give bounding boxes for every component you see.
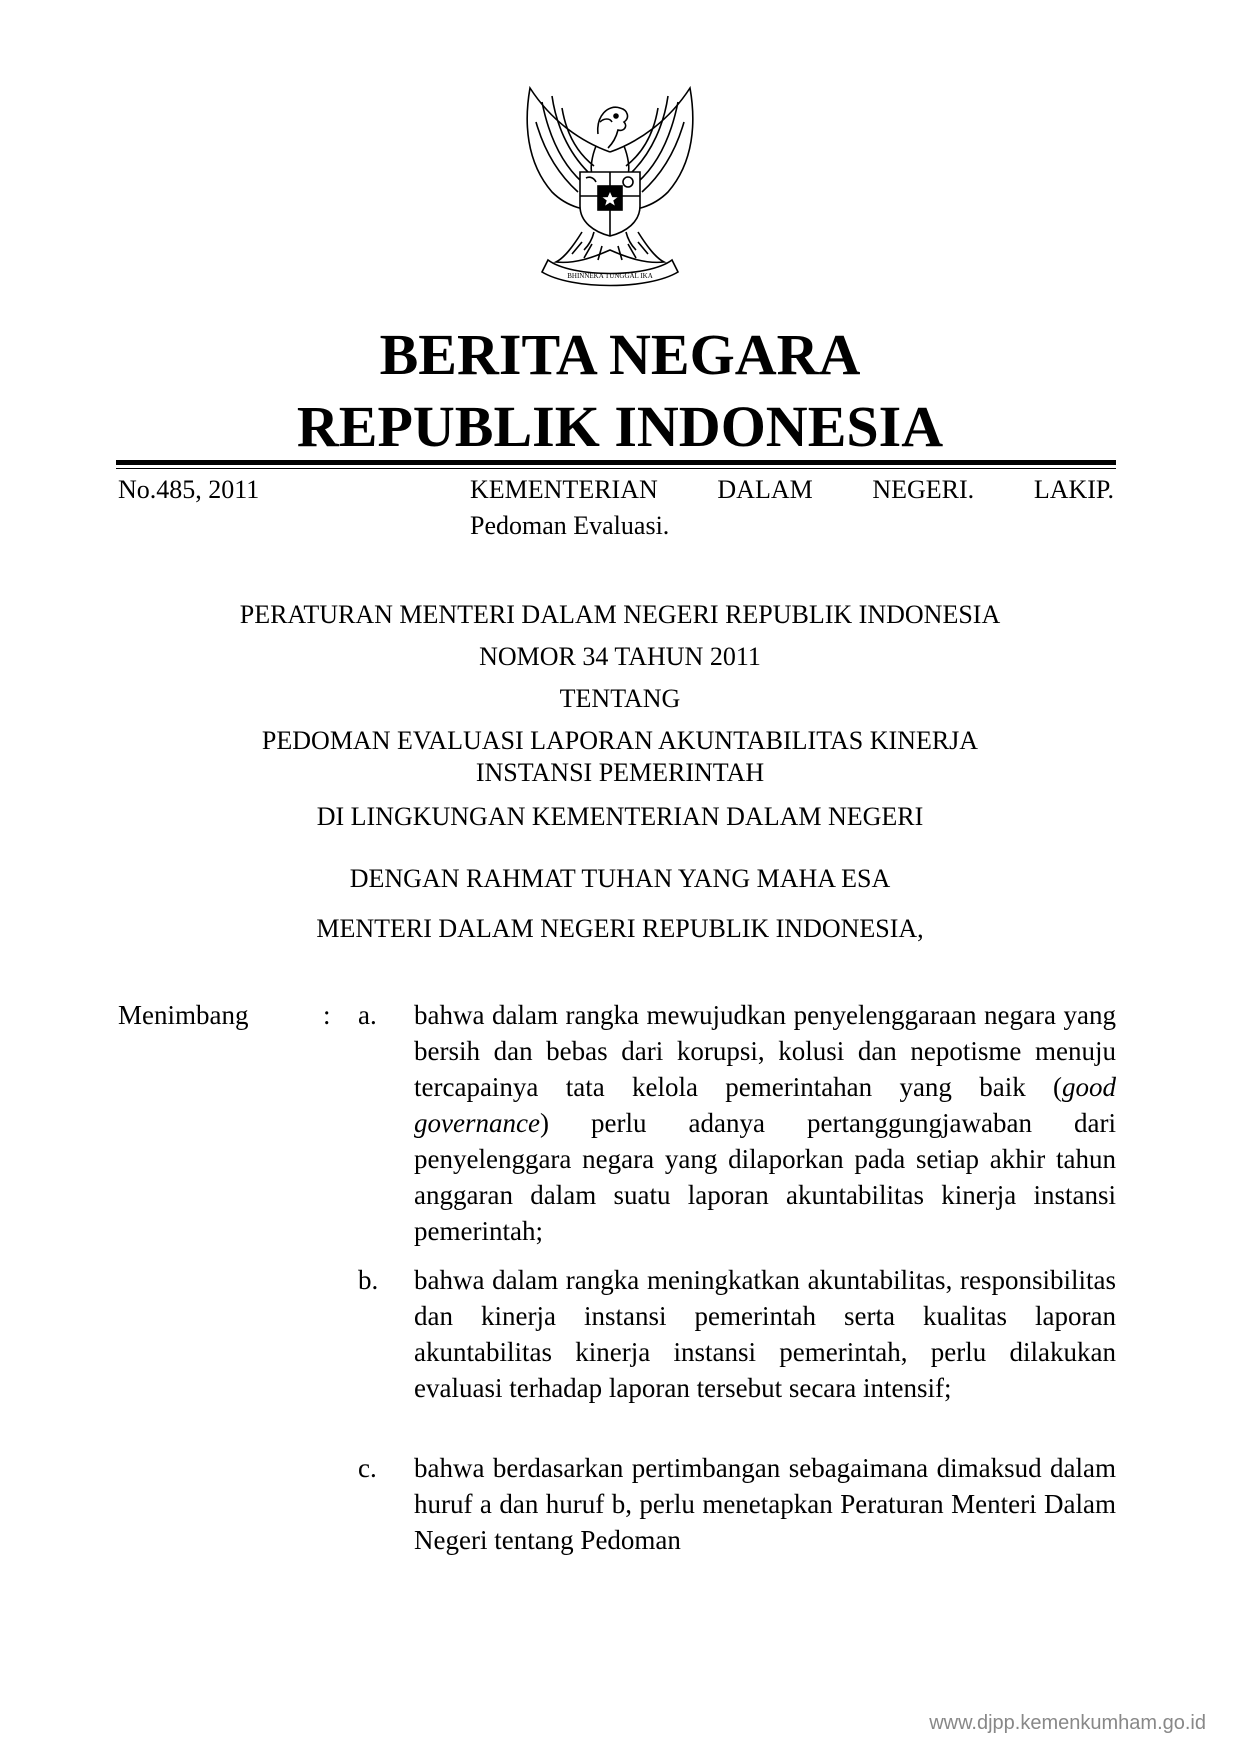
masthead-divider-thin <box>116 468 1116 469</box>
preamble-line1: DENGAN RAHMAT TUHAN YANG MAHA ESA <box>349 864 891 893</box>
gazette-subject-line1: KEMENTERIAN DALAM NEGERI. LAKIP. <box>470 475 1114 504</box>
footer-url: www.djpp.kemenkumham.go.id <box>929 1712 1206 1734</box>
considering-label: Menimbang <box>118 1000 249 1030</box>
gazette-title: BERITA NEGARA <box>379 322 861 387</box>
item-text: bahwa dalam rangka meningkatkan akuntabilitas, responsibilitas dan kinerja instansi pemerintah serta kualitas laporan akuntabilitas kinerja instansi pemerintah, perlu dilakukan evaluasi terhadap laporan tersebut secara intensif; <box>414 1265 1116 1403</box>
item-text-part: bahwa dalam rangka mewujudkan penyelenggaraan negara yang bersih dan bebas dari korupsi, kolusi dan nepotisme menuju tercapainya tata kelola pemerintahan yang baik ( <box>414 1000 1116 1102</box>
item-letter: b. <box>358 1265 379 1295</box>
item-text <box>414 997 1116 1249</box>
gazette-number: No.485, 2011 <box>118 475 260 504</box>
gazette-subject <box>470 472 1114 544</box>
gazette-subtitle: REPUBLIK INDONESIA <box>296 394 944 459</box>
item-text-italic: good governance <box>414 1072 1116 1138</box>
item-text: bahwa berdasarkan pertimbangan sebagaimana dimaksud dalam huruf a dan huruf b, perlu menetapkan Peraturan Menteri Dalam Negeri tentang Pedoman <box>414 1453 1116 1555</box>
item-letter: c. <box>358 1453 377 1483</box>
regulation-about: TENTANG <box>559 684 681 713</box>
regulation-title-line3: DI LINGKUNGAN KEMENTERIAN DALAM NEGERI <box>316 802 924 831</box>
regulation-title-line2: INSTANSI PEMERINTAH <box>475 758 765 787</box>
preamble-line2: MENTERI DALAM NEGERI REPUBLIK INDONESIA, <box>316 914 924 943</box>
regulation-number: NOMOR 34 TAHUN 2011 <box>479 642 761 671</box>
regulation-title-line1: PEDOMAN EVALUASI LAPORAN AKUNTABILITAS KINERJA <box>261 726 979 755</box>
item-text-part: ) perlu adanya pertanggungjawaban dari penyelenggara negara yang dilaporkan pada setiap akhir tahun anggaran dalam suatu laporan akuntabilitas kinerja instansi pemerintah; <box>414 1108 1116 1246</box>
emblem-motto: BHINNEKA TUNGGAL IKA <box>567 272 653 280</box>
regulation-heading: PERATURAN MENTERI DALAM NEGERI REPUBLIK INDONESIA <box>239 600 1001 629</box>
item-letter: a. <box>358 1000 377 1030</box>
gazette-subject-line2: Pedoman Evaluasi. <box>470 511 670 540</box>
garuda-emblem-icon <box>512 82 708 294</box>
considering-colon: : <box>323 1000 331 1030</box>
masthead-divider <box>116 460 1116 465</box>
